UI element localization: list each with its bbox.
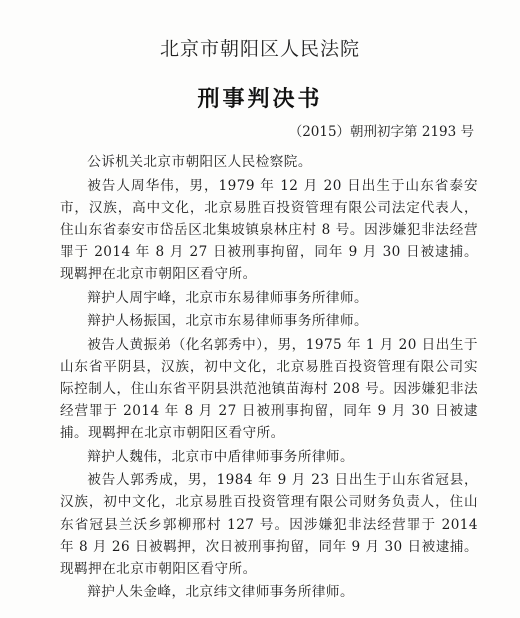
document-body <box>60 151 478 603</box>
defense-counsel-paragraph: 辩护人周宇峰，北京市东易律师事务所律师。 <box>87 289 369 306</box>
defendant-paragraph: 被告人郭秀成，男，1984 年 9 月 23 日出生于山东省冠县，汉族，初中文化，北京易胜百投资管理有限公司财务负责人，住山东省冠县兰沃乡郭柳邢村 127 号。因涉嫌犯非法经营罪于 2014 年 8 月 26 日被羁押，次日被刑事拘留，同年 9 月 30 日被逮捕。现羁押在北京市朝阳区看守所。 <box>60 472 478 577</box>
defense-counsel-paragraph: 辩护人杨振国，北京市东易律师事务所律师。 <box>87 313 369 330</box>
defense-counsel-paragraph: 辩护人魏伟，北京市中盾律师事务所律师。 <box>87 448 355 465</box>
defendant-paragraph: 被告人周华伟，男，1979 年 12 月 20 日出生于山东省泰安市，汉族，高中文化，北京易胜百投资管理有限公司法定代表人，住山东省泰安市岱岳区北集坡镇泉林庄村 8 号。因涉嫌犯非法经营罪于 2014 年 8 月 27 日被刑事拘留，同年 9 月 30 日被逮捕。现羁押在北京市朝阳区看守所。 <box>60 177 478 282</box>
case-number: （2015）朝刑初字第 2193 号 <box>288 124 474 140</box>
defense-counsel-paragraph: 辩护人朱金峰，北京纬文律师事务所律师。 <box>87 584 355 601</box>
court-name: 北京市朝阳区人民法院 <box>159 38 360 60</box>
defendant-paragraph: 被告人黄振弟（化名郭秀中），男，1975 年 1 月 20 日出生于山东省平阴县，汉族，初中文化，北京易胜百投资管理有限公司实际控制人，住山东省平阴县洪范池镇苗海村 208 号。因涉嫌犯非法经营罪于 2014 年 8 月 27 日被刑事拘留，同年 9 月 30 日被逮捕。现羁押在北京市朝阳区看守所。 <box>60 336 478 442</box>
prosecutor-paragraph: 公诉机关北京市朝阳区人民检察院。 <box>87 154 312 170</box>
document-title: 刑事判决书 <box>197 87 323 112</box>
